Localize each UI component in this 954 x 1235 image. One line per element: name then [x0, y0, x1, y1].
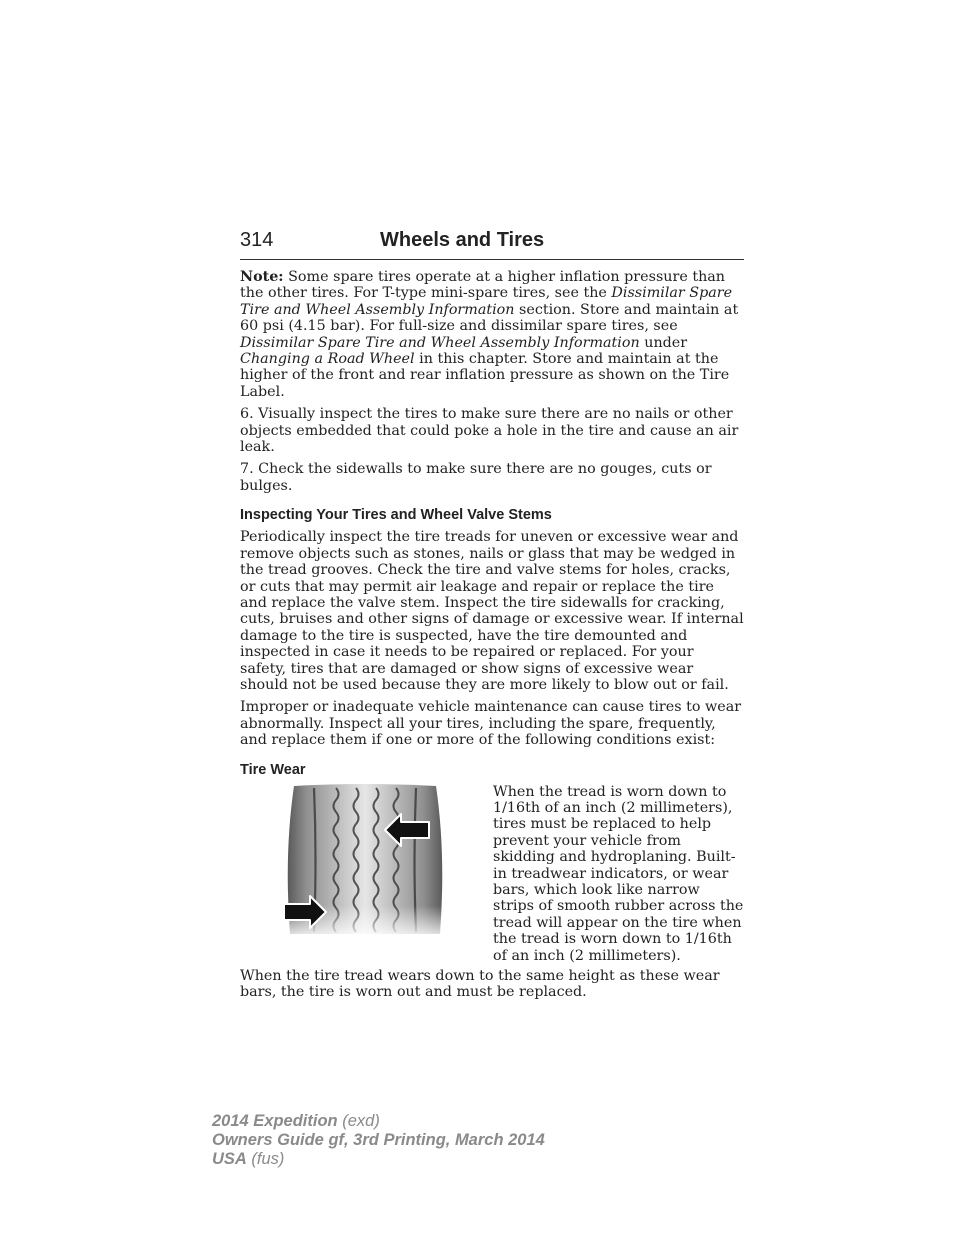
footer-model: 2014 Expedition — [212, 1112, 338, 1130]
note-paragraph — [240, 269, 744, 400]
page-footer — [212, 1112, 545, 1169]
page-title: Wheels and Tires — [380, 229, 545, 251]
note-text: section. Store and maintain at 60 psi (4.15 bar). For full-size and dissimilar spare tires, see — [240, 301, 739, 335]
inspect-paragraph: Improper or inadequate vehicle maintenance can cause tires to wear abnormally. Inspect all your tires, including the spare, frequently, and replace them if one or more of the following conditions exist: — [240, 699, 742, 749]
page-number: 314 — [240, 229, 274, 251]
page-header — [240, 229, 744, 260]
note-text: Some spare tires operate at a higher inflation pressure than the other tires. For T-type mini-spare tires, see the — [240, 269, 726, 302]
inspect-paragraph: Periodically inspect the tire treads for uneven or excessive wear and remove objects such as stones, nails or glass that may be wedged in the tread grooves. Check the tire and valve stems for holes, cracks, or cuts that may permit air leakage and repair or replace the tire and replace the valve stem. Inspect the tire sidewalls for cracking, cuts, bruises and other signs of damage or excessive wear. If internal damage to the tire is suspected, have the tire demounted and inspected in case it needs to be repaired or replaced. For your safety, tires that are damaged or show signs of excessive wear should not be used because they are more likely to blow out or fail. — [240, 529, 744, 693]
note-text: under — [639, 334, 688, 351]
tire-tread-figure — [240, 784, 493, 962]
step-7: 7. Check the sidewalls to make sure there are no gouges, cuts or bulges. — [240, 461, 712, 494]
tire-wear-closing: When the tire tread wears down to the same height as these wear bars, the tire is worn out and must be replaced. — [240, 968, 720, 1001]
note-label: Note: — [240, 269, 284, 285]
step-6: 6. Visually inspect the tires to make sure there are no nails or other objects embedded that could poke a hole in the tire and cause an air leak. — [240, 406, 739, 456]
footer-model-line — [212, 1112, 545, 1131]
tire-tread-icon — [284, 784, 446, 936]
tire-wear-block — [240, 784, 744, 964]
tire-wear-description: When the tread is worn down to 1/16th of an inch (2 millimeters), tires must be replaced to help prevent your vehicle from skidding and hydroplaning. Built-in treadwear indicators, or wear bars, which look like narrow strips of smooth rubber across the tread will appear on the tire when the tread is worn down to 1/16th of an inch (2 millimeters). — [493, 783, 744, 964]
note-reference: Changing a Road Wheel — [240, 351, 415, 368]
footer-model-code: (exd) — [337, 1112, 380, 1130]
inspect-heading: Inspecting Your Tires and Wheel Valve Stems — [240, 507, 552, 524]
footer-region-line — [212, 1150, 545, 1169]
footer-guide-line — [212, 1131, 545, 1150]
tire-wear-heading: Tire Wear — [240, 761, 306, 778]
footer-guide: Owners Guide gf, 3rd Printing, March 2014 — [212, 1131, 545, 1149]
footer-region: USA — [212, 1150, 247, 1168]
page-content — [240, 269, 744, 1007]
note-reference: Dissimilar Spare Tire and Wheel Assembly Information — [240, 285, 733, 318]
footer-region-code: (fus) — [246, 1150, 285, 1168]
note-text: in this chapter. Store and maintain at the higher of the front and rear inflation pressure as shown on the Tire Label. — [240, 351, 730, 400]
note-reference: Dissimilar Spare Tire and Wheel Assembly Information — [240, 334, 640, 351]
